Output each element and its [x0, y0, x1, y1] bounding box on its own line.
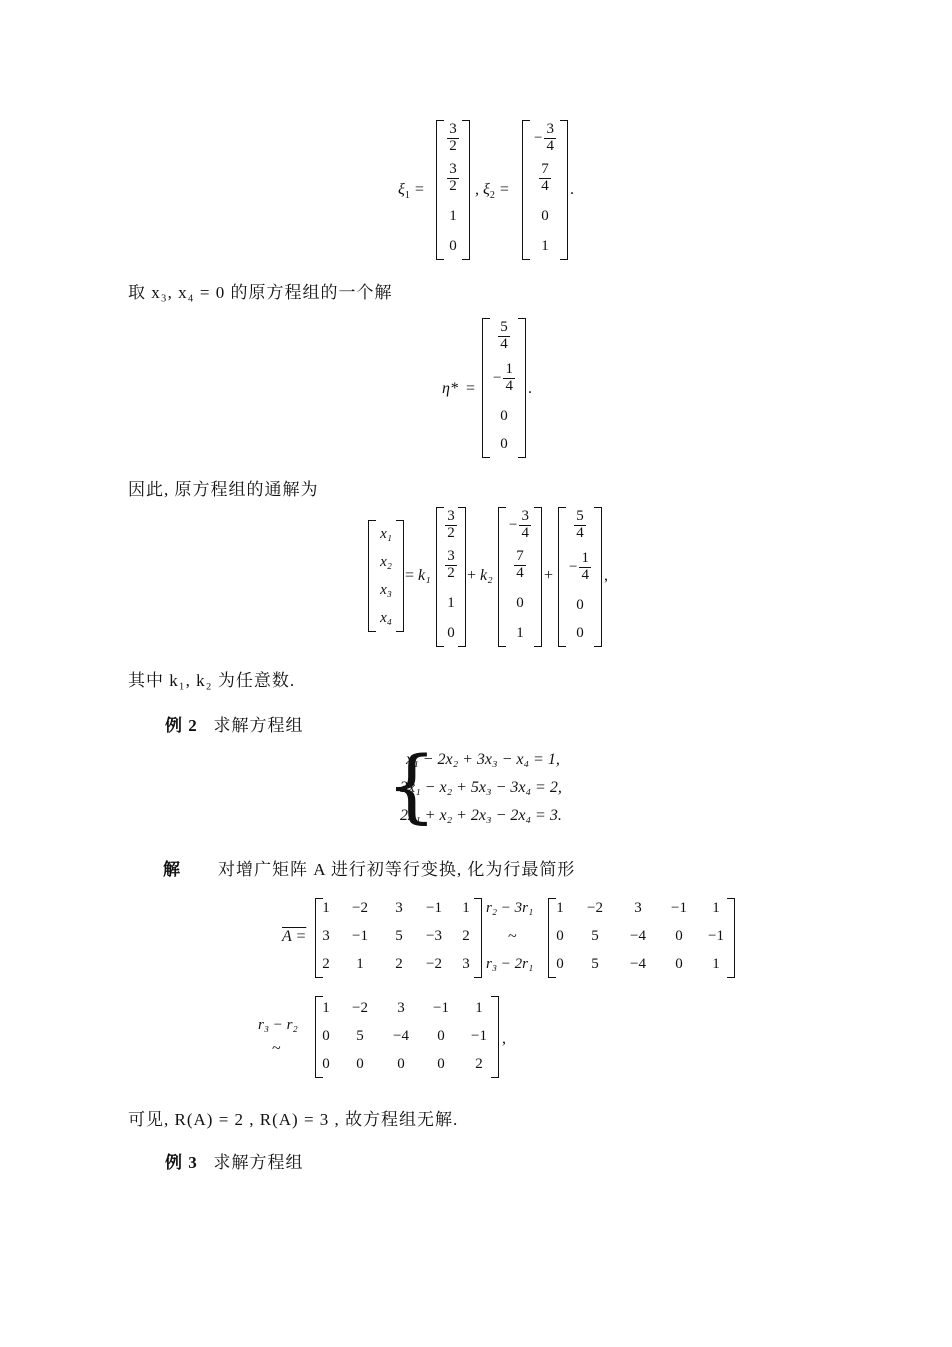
paragraph-take-x3-x4: 取 x₃, x₄ = 0 的原方程组的一个解 [128, 283, 393, 302]
plus-k2: + k₂ [467, 567, 493, 584]
matrix-step-2: 1 −2 3 −1 1 0 5 −4 0 −1 0 5 −4 0 1 [548, 898, 735, 978]
conclusion: 可见, R(A) = 2 , R(A) = 3 , 故方程组无解. [128, 1110, 459, 1129]
eta-eq: = [466, 380, 476, 397]
xi1-vector: $\frac{3}{2}$ $\frac{3}{2}$ 1 0 [436, 120, 470, 260]
op-r3-2r1: r₃ − 2r₁ [486, 956, 534, 972]
xi2-label: , $\xi_2$ = [475, 181, 510, 202]
x-vector: x₁ x₂ x₃ x₄ [368, 520, 404, 632]
xi2-vector: − $\frac{3}{4}$ $\frac{7}{4}$ 0 1 [522, 120, 568, 260]
equation-3: 2x₁ + x₂ + 2x₃ − 2x₄ = 3. [400, 807, 562, 824]
xi2-vector-general: − $\frac{3}{4}$ $\frac{7}{4}$ 0 1 [498, 507, 542, 647]
eq-k1: = k₁ [405, 567, 431, 584]
eta-label: η* [442, 380, 458, 397]
example-3-heading: 例 3 求解方程组 [165, 1153, 304, 1172]
xi1-label: $\xi_1$ = [398, 181, 425, 202]
tilde-1: ~ [508, 928, 517, 945]
paragraph-arbitrary: 其中 k₁, k₂ 为任意数. [128, 671, 296, 690]
solution-heading: 解 [163, 860, 181, 879]
op-r2-3r1: r₂ − 3r₁ [486, 900, 534, 916]
system-brace: { [386, 739, 437, 832]
xi1-vector-general: $\frac{3}{2}$ $\frac{3}{2}$ 1 0 [436, 507, 466, 647]
example-2-heading: 例 2 求解方程组 [165, 716, 304, 735]
period: . [570, 181, 574, 198]
matrix-step-3: 1 −2 3 −1 1 0 5 −4 0 −1 0 0 0 0 2 [315, 996, 499, 1078]
eta-vector: $\frac{5}{4}$ − $\frac{1}{4}$ 0 0 [482, 318, 526, 458]
equation-2: 3x₁ − x₂ + 5x₃ − 3x₄ = 2, [400, 779, 562, 796]
tilde-2: ~ [272, 1040, 281, 1057]
plus-sign: + [544, 567, 554, 584]
period: . [528, 380, 532, 397]
solution-text: 对增广矩阵 A 进行初等行变换, 化为行最简形 [218, 860, 576, 879]
A-label: A = [282, 928, 307, 945]
op-r3-r2: r₃ − r₂ [258, 1017, 298, 1033]
matrix-augmented: 1 −2 3 −1 1 3 −1 5 −3 2 2 1 2 −2 3 [315, 898, 482, 978]
comma: , [604, 567, 608, 584]
comma: , [502, 1030, 506, 1047]
equation-1: x₁ − 2x₂ + 3x₃ − x₄ = 1, [406, 751, 560, 768]
eta-vector-general: $\frac{5}{4}$ − $\frac{1}{4}$ 0 0 [558, 507, 602, 647]
paragraph-general-solution: 因此, 原方程组的通解为 [128, 480, 319, 499]
